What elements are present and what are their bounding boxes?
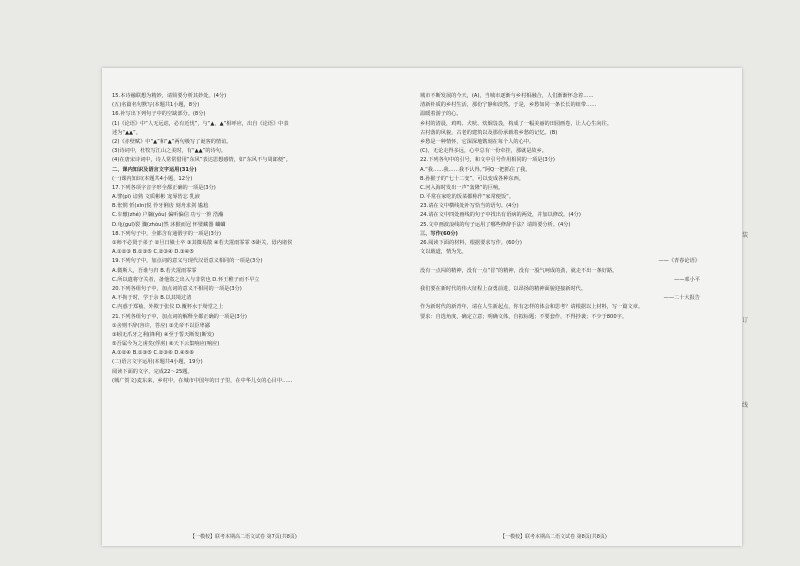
left-column-line: A.微斯人，吾谁与归 B.若夫霪雨霏霏 (112, 267, 197, 274)
right-column-line: 26.阅读下面的材料，根据要求写作。(60分) (420, 240, 522, 246)
right-column-line: B.孙猴子的“七十二变”，可以变成各种东西。 (420, 175, 524, 182)
left-column-line: A.①②③ B.①③⑤ C.②③④ D.③④⑤ (112, 249, 194, 256)
right-column-line: 22.下列各句中的引号，和文中引号作用相同的一项是(3分) (420, 157, 555, 164)
margin-mark-2: 订 (742, 317, 749, 324)
margin-mark-1: 装 (742, 232, 749, 239)
right-column-line: 温暖着游子的心。 (420, 111, 462, 118)
left-column-line: D.龟(guī)裂 骤(zhòu)然 沐猴而冠 怀璧藏器 蛐蛐 (112, 221, 226, 228)
right-column-line: A.“我……我……我不认得。”阿Q一把抓住了我。 (420, 166, 531, 173)
left-column-line: A.譬(pì) 谙熟 文质彬彬 宠辱皆忘 乳液 (112, 194, 200, 201)
right-column-line: ——二十大报告 (663, 295, 700, 302)
left-column-line: B.怅惘 忻(xīn)悦 伶牙俐齿 刻舟求剑 尴尬 (112, 203, 209, 210)
left-column-line: C.车辙(zhé) 户牖(yǒu) 偏听偏信 功亏一篑 浩瀚 (112, 212, 224, 219)
left-column-line: 17.下列各项字音字形全都正确的一项是(3分) (112, 184, 216, 191)
left-column-line: ①舍则不辞(容许，答应) ②先帝不以臣卑鄙 (112, 322, 210, 329)
right-column-line: D.平常在家吃的饭菜都称作“家常便饭”。 (420, 194, 515, 201)
left-column-line: 21.下列各组句子中，加点词的解释全都正确的一项是(3分) (112, 313, 247, 320)
left-column-line: ①师不必贤于弟子 ②旦日飨士卒 ③其微易散 ④若夫霪雨霏霏 ⑤距关，毋内诸侯 (112, 240, 293, 246)
right-column (420, 92, 720, 322)
left-column-line: (4)在唐宋诗词中，诗人常常借用“东风”表达思想感情，如“东风不与周郎便”。 (112, 157, 291, 164)
right-column-line: 24.请在文中四处画线的句子中找出有语病的两处，并加以修改。(4分) (420, 212, 581, 219)
right-column-line: 没有一点闯的精神，没有一点“冒”的精神，没有一股气呵成的劲，就走不出一条好路。 (420, 267, 618, 274)
left-column-line: (2)《赤壁赋》中“▲”和“▲”两句极写了诞客的情谊。 (112, 138, 232, 145)
footer-left: 【一模校】联考本期高二语文试卷 第7页(共8页) (190, 534, 297, 540)
right-column-line: 我们要在新时代的伟大征程上奋勇前进，以昂扬的精神面貌迎接新时代。 (420, 285, 587, 292)
left-column-line: 20.下列各组句子中，加点词的意义不相同的一项是(3分) (112, 285, 242, 292)
right-column-line: 作为新时代的新青年，请在人生新起点，你有怎样的体会和思考？请根据以上材料，写一篇文章。 (420, 304, 644, 311)
right-column-line: 城市不断发展的今天，(A)，当城市逐渐与乡村相融合，人们渐渐怀念着…… (420, 93, 594, 99)
left-column (112, 92, 404, 386)
right-column-line: 25.文中画波浪线的句子运用了哪些修辞手法？请简要分析。(4分) (420, 221, 571, 228)
left-column-line: 述为“▲▲”。 (112, 129, 141, 136)
left-column-line: A.不拘于时，学于余 B.以其境过清 (112, 295, 192, 302)
footer-right: 【一模校】联考本期高二语文试卷 第8页(共8页) (500, 534, 607, 540)
left-column-line: 18.下列句子中，全都含有通假字的一项是(3分) (112, 230, 221, 237)
left-column-line: (城广贺文)麦东来，乡村中，在城市中国年的日子里，在中华儿女的心目中…… (112, 377, 293, 384)
left-column-line: 二、课内知识及语言文字运用(31分) (112, 166, 197, 173)
right-column-line: 古村落的风貌，古老的建筑以及那份承载着乡愁的记忆。(B) (420, 129, 558, 136)
right-column-line: 三、写作(60分) (420, 230, 458, 237)
left-column-line: C.所以遣将守关者，备他盗之出入与非常也 D.怀王稚子而不早立 (112, 276, 260, 283)
left-column-line: 15.本诗融联想为精妙，请简要分析其妙处。(4分) (112, 93, 227, 99)
left-column-line: ③蚓无爪牙之利(锋利) ④至于誓天断发(断发) (112, 331, 215, 338)
right-column-line: 清新朴质的乡村生活，那份宁静和淡然。于是，乡愁如同一条长长的纽带…… (420, 102, 597, 109)
left-column-line: ⑤吾属今为之虏矣(俘虏) ⑥天下云集响应(响应) (112, 341, 220, 348)
right-column-line: 23.请在文中横线处补写恰当的语句。(4分) (420, 203, 519, 210)
left-column-line: (3)诗词中，杜牧写江山之美时，有“▲▲”的诗句。 (112, 148, 227, 155)
left-column-line: 19.下列句子中，加点词的意义与现代汉语意义相同的一项是(3分) (112, 258, 263, 265)
left-column-line: A.①②④ B.①③⑤ C.②③⑥ D.④⑤⑥ (112, 350, 194, 357)
margin-mark-3: 线 (742, 402, 749, 409)
right-column-line: 文以载道，情为先。 (420, 249, 467, 256)
left-column-line: (二)语言文字运用(本题共4小题，19分) (112, 359, 203, 366)
right-column-line: 乡村的清晨，鸡鸣、犬吠、炊烟袅袅，构成了一幅美丽的田园画卷，让人心生向往。 (420, 120, 612, 127)
left-column-line: 阅读下面的文字，完成22～25题。 (112, 368, 193, 375)
left-column-line: (五)名篇名句默写(本题共1小题，8分) (112, 102, 200, 109)
left-column-line: C.内惑于郑袖，外欺于张仪 D.覆杯水于坳堂之上 (112, 304, 224, 311)
left-column-line: 16.补写出下列句子中的空缺部分。(8分) (112, 111, 206, 118)
right-column-line: ——邓小平 (674, 276, 700, 283)
left-column-line: (1)《论语》中“人无远虑，必有近忧”，与“▲，▲”相呼应，出自《论语》中表 (112, 120, 289, 127)
right-column-line: C.河入海时发出一声“轰隆”的巨响。 (420, 184, 504, 191)
right-column-line: ——《青春论语》 (658, 258, 700, 265)
right-column-line: 要求：自选角度，确定立意；明确文体，自拟标题；不要套作，不得抄袭；不少于800字。 (420, 313, 628, 320)
right-column-line: 乡愁是一种情怀，它深深地镌刻在每个人的心中。 (420, 138, 535, 145)
left-column-line: (一)课内知识(本题共4小题，12分) (112, 175, 193, 182)
right-column-line: (C)，无论走得多远，心中总有一份牵挂，那就是故乡。 (420, 148, 547, 155)
